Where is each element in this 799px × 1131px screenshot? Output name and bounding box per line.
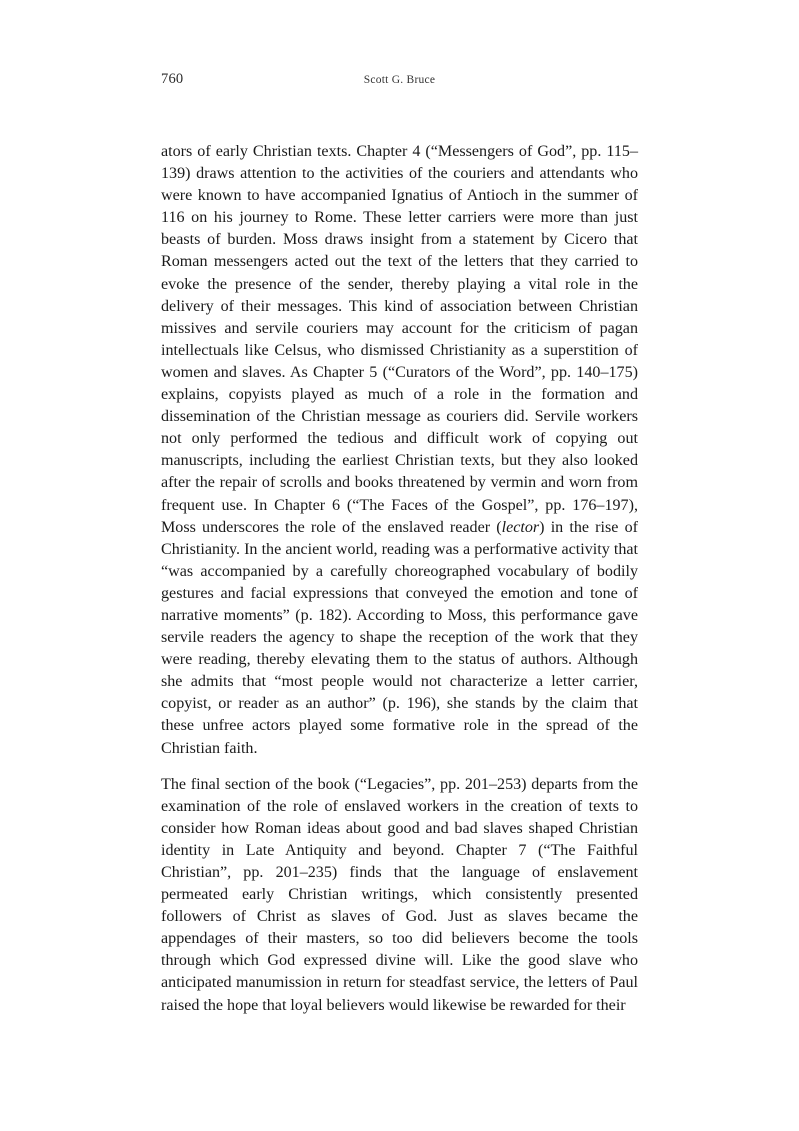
running-title: Scott G. Bruce	[363, 74, 436, 86]
italic-term: lector	[501, 518, 540, 536]
paragraph: The final section of the book (“Legacies”, pp. 201–253) departs from the examination of the role of enslaved workers in the creation of texts to consider how Roman ideas about good and bad slaves shaped Christian identity in Late Antiquity and beyond. Chapter 7 (“The Faithful Christian”, pp. 201–235) finds that the language of enslavement permeated early Christian writings, which consistently presented followers of Christ as slaves of God. Just as slaves became the appendages of their masters, so too did believers become the tools through which God expressed divine will. Like the good slave who anticipated manumission in return for steadfast service, the letters of Paul raised the hope that loyal believers would likewise be rewarded for their	[161, 775, 638, 1014]
paragraph: ators of early Christian texts. Chapter 4 (“Messengers of God”, pp. 115–139) draws attention to the activities of the couriers and attendants who were known to have accompanied Ignatius of Antioch in the summer of 116 on his journey to Rome. These letter carriers were more than just beasts of burden. Moss draws insight from a statement by Cicero that Roman messengers acted out the text of the letters that they carried to evoke the presence of the sender, thereby playing a vital role in the delivery of their messages. This kind of association between Christian missives and servile couriers may account for the criticism of pagan intellectuals like Celsus, who dismissed Christianity as a superstition of women and slaves. As Chapter 5 (“Curators of the Word”, pp. 140–175) explains, copyists played as much of a role in the formation and dissemination of the Christian message as couriers did. Servile workers not only performed the tedious and difficult work of copying out manuscripts, including the earliest Christian texts, but they also looked after the repair of scrolls and books threatened by vermin and worn from frequent use. In Chapter 6 (“The Faces of the Gospel”, pp. 176–197), Moss underscores the role of the enslaved reader (lector) in the rise of Christianity. In the ancient world, reading was a performative activity that “was accompanied by a carefully choreographed vocabulary of bodily gestures and facial expressions that conveyed the emotion and tone of narrative moments” (p. 182). According to Moss, this performance gave servile readers the agency to shape the reception of the work that they were reading, thereby elevating them to the status of authors. Although she admits that “most people would not characterize a letter carrier, copyist, or reader as an author” (p. 196), she stands by the claim that these unfree actors played some formative role in the spread of the Christian faith.	[161, 143, 638, 757]
running-header	[161, 70, 638, 88]
body-text-block	[161, 141, 638, 1017]
page-number: 760	[161, 71, 184, 87]
